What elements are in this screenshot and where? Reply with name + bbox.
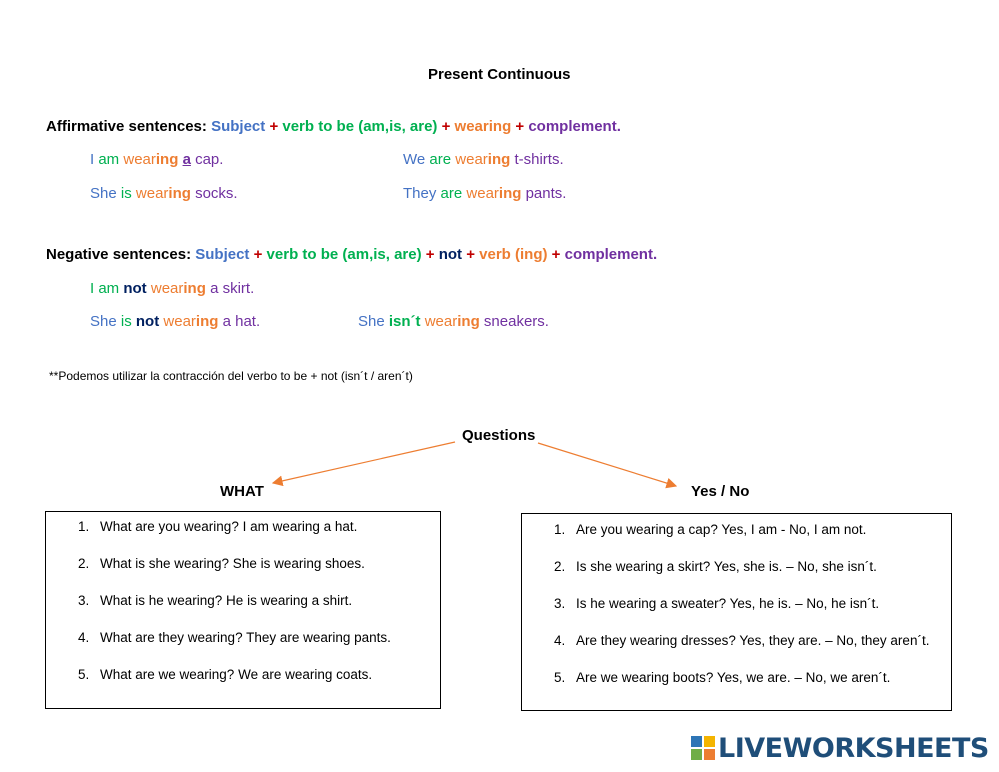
formula-wearing: wearing [454,118,512,135]
example-complement: pants. [525,185,567,202]
example-verb-ing: wearing [123,151,179,168]
formula-not: not [438,246,463,263]
example-complement: a hat. [222,313,261,330]
example-subject: She [358,313,385,330]
example-verb-ing: wearing [455,151,511,168]
example-verb-ing: wearing [163,313,219,330]
list-item: 5. What are we wearing? We are wearing coats. [78,667,373,682]
example-verb-to-be: am [98,280,120,297]
example-subject: She [90,185,117,202]
example-verb-ing: wearing [466,185,522,202]
list-item: 4. What are they wearing? They are wearing pants. [78,630,391,645]
example-subject: She [90,313,117,330]
example-verb-to-be: are [429,151,452,168]
example-complement: sneakers. [483,313,549,330]
list-item: 1. Are you wearing a cap? Yes, I am - No, I am not. [554,522,867,537]
list-item: 2. Is she wearing a skirt? Yes, she is. – No, she isn´t. [554,559,877,574]
list-item: 3. What is he wearing? He is wearing a shirt. [78,593,353,608]
list-item: 5. Are we wearing boots? Yes, we are. – No, we aren´t. [554,670,891,685]
affirmative-label: Affirmative sentences: [46,118,207,135]
example-verb-to-be: is [120,185,132,202]
formula-plus: + [269,118,279,135]
page-title: Present Continuous [428,66,571,83]
formula-plus: + [441,118,451,135]
example-verb-to-be: am [98,151,120,168]
example-verb-ing: wearing [424,313,480,330]
yes-no-questions-box [521,513,952,711]
formula-plus: + [466,246,475,263]
example-complement: cap. [195,151,224,168]
formula-verb-ing: verb (ing) [479,246,548,263]
formula-plus: + [253,246,263,263]
logo-blocks-icon [690,735,716,761]
formula-complement: complement. [564,246,658,263]
formula-plus: + [425,246,435,263]
example-subject: We [403,151,426,168]
questions-label: Questions [462,427,536,444]
formula-plus: + [515,118,525,135]
list-item: 3. Is he wearing a sweater? Yes, he is. – No, he isn´t. [554,596,880,611]
arrow-to-yes-no [538,443,676,486]
formula-verb-to-be: verb to be (am,is, are) [282,118,438,135]
example-complement: a skirt. [210,280,255,297]
example-subject: They [403,185,437,202]
example-verb-to-be: is [120,313,132,330]
example-article: a [182,151,191,168]
formula-subject: Subject [211,118,266,135]
list-item: 1. What are you wearing? I am wearing a hat. [78,519,358,534]
list-item: 2. What is she wearing? She is wearing shoes. [78,556,365,571]
example-subject: I [90,151,95,168]
logo-text: LIVEWORKSHEETS [718,732,989,764]
example-not: not [135,313,160,330]
arrow-to-what [273,442,455,483]
example-complement: t-shirts. [514,151,564,168]
negative-label: Negative sentences: [46,246,192,263]
formula-verb-to-be: verb to be (am,is, are) [266,246,422,263]
example-complement: socks. [195,185,238,202]
list-item: 4. Are they wearing dresses? Yes, they are. – No, they aren´t. [554,633,930,648]
formula-complement: complement. [528,118,621,135]
formula-subject: Subject [195,246,250,263]
example-verb-to-be: are [440,185,463,202]
what-questions-box [45,511,441,709]
yes-no-heading: Yes / No [691,483,750,500]
example-not: not [123,280,147,297]
contraction-note: **Podemos utilizar la contracción del verbo to be + not (isn´t / aren´t) [49,369,413,383]
example-subject: I [90,280,95,297]
example-verb-ing: wearing [150,280,206,297]
what-heading: WHAT [220,483,264,500]
example-verb-ing: wearing [135,185,191,202]
formula-plus: + [551,246,561,263]
liveworksheets-logo [690,730,989,766]
example-contraction: isn´t [388,313,421,330]
